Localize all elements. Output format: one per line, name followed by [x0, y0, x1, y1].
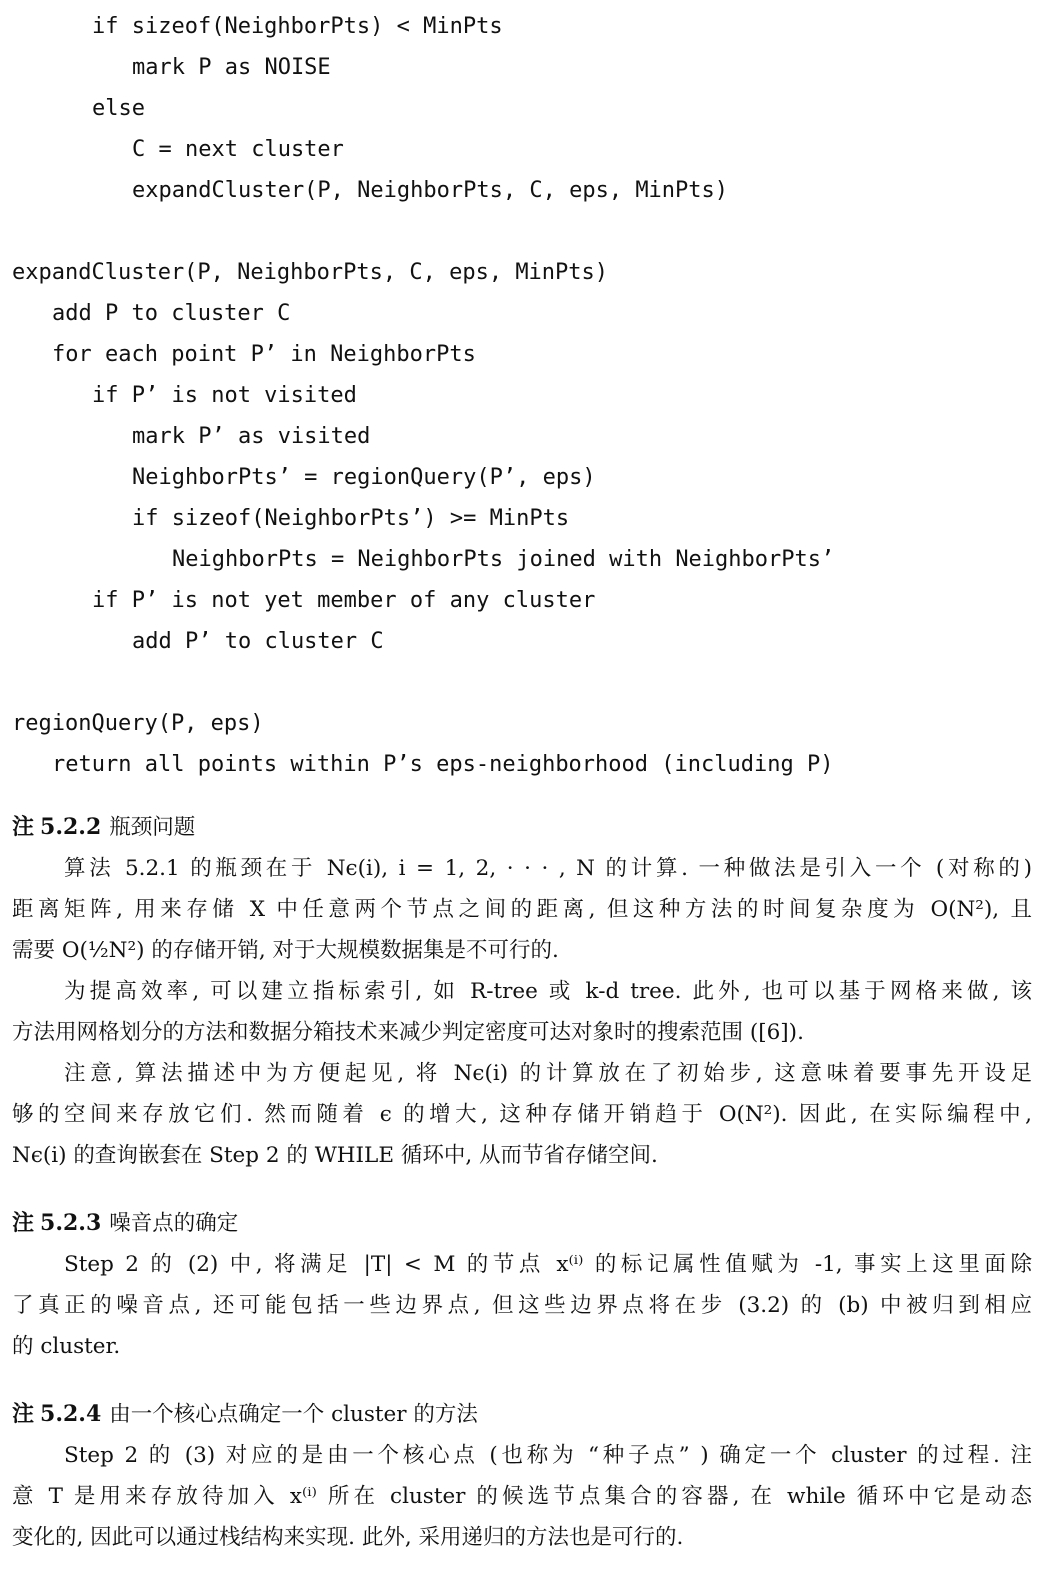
- note-number: 5.2.3: [40, 1210, 102, 1236]
- paragraph-line: 方法用网格划分的方法和数据分箱技术来减少判定密度可达对象时的搜索范围 ([6]).: [12, 1020, 804, 1045]
- note-heading: [12, 1393, 1032, 1435]
- note-5-2-3: [12, 1202, 1032, 1367]
- note-heading: [12, 1202, 1032, 1244]
- note-title: 瓶颈问题: [109, 815, 196, 840]
- code-line: return all points within P’s eps-neighborhood (including P): [52, 752, 834, 777]
- code-line: mark P as NOISE: [132, 55, 331, 80]
- code-line: else: [92, 96, 145, 121]
- code-line: if P’ is not yet member of any cluster: [92, 588, 596, 613]
- note-label: 注: [12, 1401, 35, 1427]
- paragraph-line: Step 2 的 (3) 对应的是由一个核心点 (也称为 “种子点” ) 确定一个 cluster 的过程. 注: [64, 1443, 1032, 1468]
- paragraph-line: 的 cluster.: [12, 1334, 121, 1359]
- note-paragraph: [12, 848, 1032, 971]
- code-line: NeighborPts’ = regionQuery(P’, eps): [132, 465, 596, 490]
- code-line: add P’ to cluster C: [132, 629, 384, 654]
- note-number: 5.2.4: [40, 1401, 102, 1427]
- code-line: regionQuery(P, eps): [12, 711, 264, 736]
- code-line: C = next cluster: [132, 137, 344, 162]
- pseudocode-block: [12, 6, 834, 785]
- paragraph-line: Step 2 的 (2) 中, 将满足 |T| < M 的节点 x⁽ⁱ⁾ 的标记属性值赋为 -1, 事实上这里面除: [64, 1252, 1032, 1277]
- note-label: 注: [12, 814, 35, 840]
- note-heading: [12, 806, 1032, 848]
- code-line: if sizeof(NeighborPts) < MinPts: [92, 14, 503, 39]
- code-line: mark P’ as visited: [132, 424, 371, 449]
- notes-section: [12, 806, 1032, 1584]
- note-paragraph: [12, 1435, 1032, 1558]
- paragraph-line: 注意, 算法描述中为方便起见, 将 Nϵ(i) 的计算放在了初始步, 这意味着要事先开设足: [64, 1061, 1032, 1086]
- note-title: 由一个核心点确定一个 cluster 的方法: [109, 1402, 478, 1427]
- code-line: add P to cluster C: [52, 301, 291, 326]
- code-line: [12, 211, 834, 252]
- paragraph-line: 距离矩阵, 用来存储 X 中任意两个节点之间的距离, 但这种方法的时间复杂度为 O(N²), 且: [12, 897, 1032, 922]
- code-line: expandCluster(P, NeighborPts, C, eps, MinPts): [12, 260, 609, 285]
- paragraph-line: Nϵ(i) 的查询嵌套在 Step 2 的 WHILE 循环中, 从而节省存储空间.: [12, 1143, 658, 1168]
- note-label: 注: [12, 1210, 35, 1236]
- note-paragraph: [12, 1244, 1032, 1367]
- paragraph-line: 了真正的噪音点, 还可能包括一些边界点, 但这些边界点将在步 (3.2) 的 (b) 中被归到相应: [12, 1293, 1032, 1318]
- paragraph-line: 够的空间来存放它们. 然而随着 ϵ 的增大, 这种存储开销趋于 O(N²). 因此, 在实际编程中,: [12, 1102, 1032, 1127]
- code-line: if P’ is not visited: [92, 383, 357, 408]
- note-5-2-2: [12, 806, 1032, 1176]
- note-paragraph: [12, 971, 1032, 1053]
- code-line: if sizeof(NeighborPts’) >= MinPts: [132, 506, 570, 531]
- paragraph-line: 变化的, 因此可以通过栈结构来实现. 此外, 采用递归的方法也是可行的.: [12, 1525, 684, 1550]
- code-line: NeighborPts = NeighborPts joined with NeighborPts’: [172, 547, 835, 572]
- code-line: expandCluster(P, NeighborPts, C, eps, MinPts): [132, 178, 729, 203]
- paragraph-line: 为提高效率, 可以建立指标索引, 如 R-tree 或 k-d tree. 此外, 也可以基于网格来做, 该: [64, 979, 1032, 1004]
- paragraph-line: 需要 O(½N²) 的存储开销, 对于大规模数据集是不可行的.: [12, 938, 559, 963]
- note-5-2-4: [12, 1393, 1032, 1558]
- paragraph-line: 算法 5.2.1 的瓶颈在于 Nϵ(i), i = 1, 2, · · · , N 的计算. 一种做法是引入一个 (对称的): [64, 856, 1032, 881]
- note-paragraph: [12, 1053, 1032, 1176]
- note-number: 5.2.2: [40, 814, 102, 840]
- code-line: [12, 662, 834, 703]
- paragraph-line: 意 T 是用来存放待加入 x⁽ⁱ⁾ 所在 cluster 的候选节点集合的容器, 在 while 循环中它是动态: [12, 1484, 1032, 1509]
- code-line: for each point P’ in NeighborPts: [52, 342, 476, 367]
- note-title: 噪音点的确定: [109, 1211, 239, 1236]
